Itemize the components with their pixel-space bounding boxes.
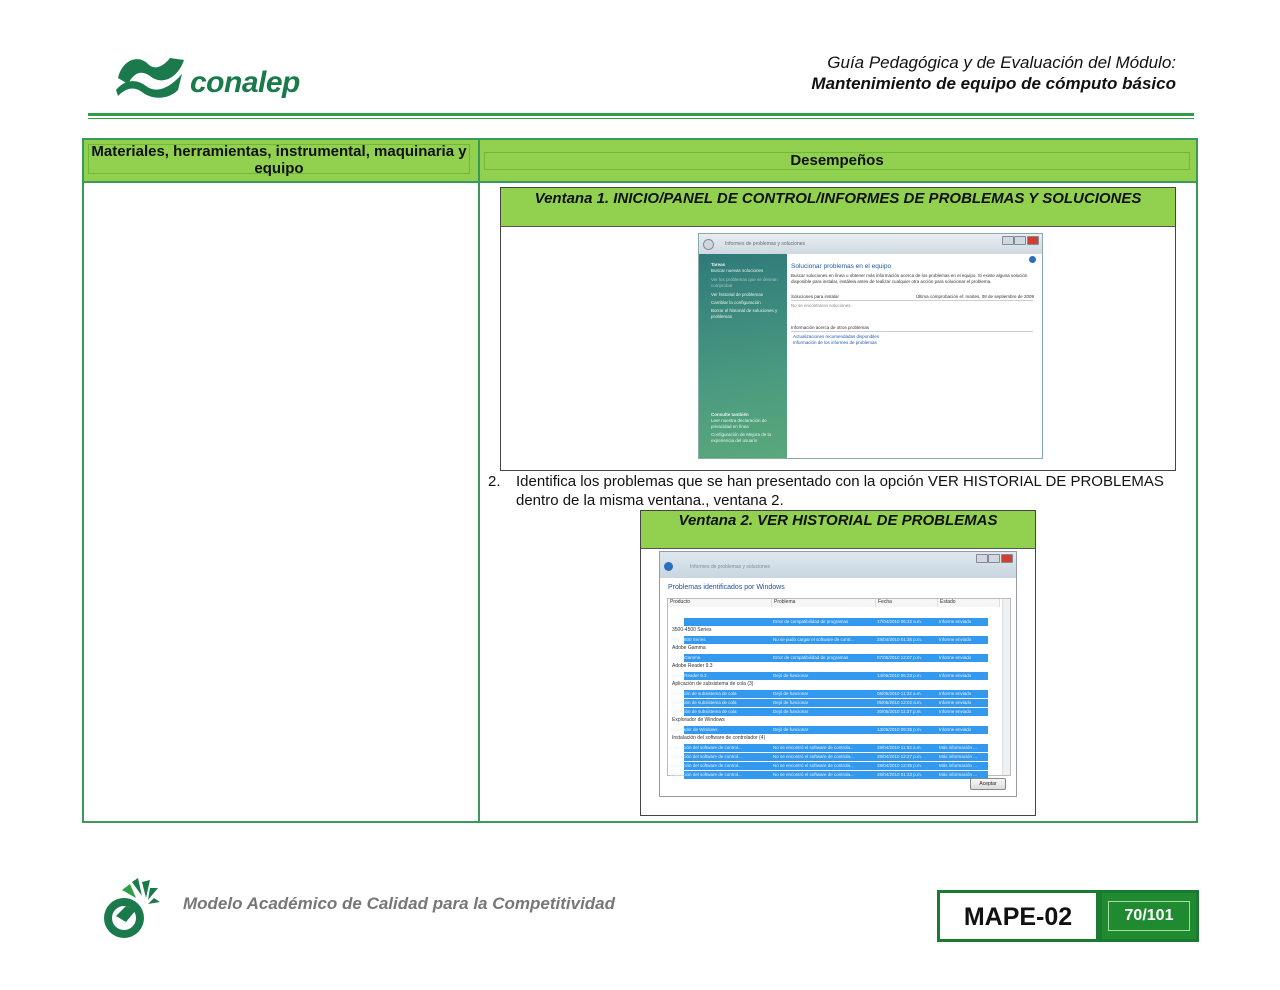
column-header-desempenos: Desempeños — [790, 152, 884, 169]
table-cell: Informe enviado — [939, 637, 972, 642]
window1-caption-text: Ventana 1. INICIO/PANEL DE CONTROL/INFORMES DE PROBLEMAS Y SOLUCIONES — [534, 190, 1142, 207]
help-icon — [1029, 256, 1036, 263]
logo-wordmark: conalep — [190, 66, 300, 99]
table-row[interactable] — [670, 699, 988, 707]
table-cell: No se encontró el software de controla... — [773, 745, 854, 750]
header-module-title: Mantenimiento de equipo de cómputo básico — [811, 74, 1176, 93]
table-cell: Adobe Reader 9.3 — [670, 673, 707, 678]
table-row[interactable] — [670, 636, 988, 644]
accept-button[interactable]: Aceptar — [970, 778, 1006, 790]
table-row[interactable] — [670, 672, 988, 680]
table-cell: Más información ... — [939, 772, 978, 777]
table-cell: 05/05/2010 12:02 a.m. — [877, 700, 923, 705]
table-cell: No se pudo cargar el software de contr... — [773, 637, 855, 642]
table-cell: 14/05/2010 05:23 p.m. — [877, 673, 923, 678]
solutions-label: Soluciones para instalar — [791, 294, 840, 299]
table-cell: Instalación del software de control... — [670, 754, 742, 759]
reports-info-link[interactable]: Información de los informes de problemas — [793, 340, 877, 345]
table-cell: 28/04/2010 12:27 p.m. — [877, 754, 923, 759]
table-cell: 28/04/2010 12:35 p.m. — [877, 763, 923, 768]
sidebar-link: Borrar el historial de soluciones y problemas — [711, 308, 778, 319]
no-solutions-text: No se encontraron soluciones. — [791, 303, 852, 308]
screenshot-window-title: Informes de problemas y soluciones — [690, 564, 771, 570]
sidebar-link: Buscar nuevas soluciones — [711, 268, 764, 273]
table-cell: Dejó de funcionar — [773, 709, 809, 714]
close-icon — [1001, 554, 1013, 563]
table-cell: Más información ... — [939, 754, 978, 759]
other-info-label: Información acerca de otros problemas — [791, 325, 870, 330]
table-cell: Instalación del software de control... — [670, 772, 742, 777]
close-icon — [1027, 236, 1039, 245]
table-cell: Informe enviado — [939, 673, 972, 678]
instruction-number: 2. — [488, 473, 501, 490]
column-header[interactable]: Fecha — [876, 599, 938, 607]
sidebar-heading: Tareas — [711, 262, 726, 267]
footer-model-text: Modelo Académico de Calidad para la Competitividad — [183, 894, 616, 913]
table-cell: Error de compatibilidad de programas — [773, 619, 849, 624]
table-cell: Aplicación de subsistema de cola — [670, 691, 737, 696]
minimize-icon — [976, 554, 988, 563]
table-cell: Adobe Gamma — [670, 655, 701, 660]
column-header[interactable]: Estado — [938, 599, 1000, 607]
page-number-box — [1099, 890, 1199, 942]
table-header-rule — [84, 181, 1196, 183]
screenshot-intro: Buscar soluciones en línea u obtener más información acerca de los problemas en el equipo. Si existe alguna solución disponible para instalar, instálela antes de realizar cualquier otra acción para solucionar el problema. — [791, 273, 1028, 284]
screenshot-window-title: Informes de problemas y soluciones — [725, 241, 806, 247]
group-row[interactable]: Instalación del software de controlador (4) — [672, 735, 766, 741]
screenshot-titlebar — [699, 234, 1042, 254]
window2-caption-text: Ventana 2. VER HISTORIAL DE PROBLEMAS — [678, 512, 998, 529]
sidebar-link: Ver los problemas que se desean comprobar — [711, 277, 778, 288]
table-cell: Informe enviado — [939, 691, 972, 696]
table-cell: Aplicación de subsistema de cola — [670, 709, 737, 714]
table-cell: Más información ... — [939, 763, 978, 768]
table-cell: Informe enviado — [939, 655, 972, 660]
table-cell: Instalación del software de control... — [670, 745, 742, 750]
window2-caption — [641, 511, 1035, 549]
sidebar-link: Ver historial de problemas — [711, 292, 764, 297]
table-row[interactable] — [670, 708, 988, 716]
table-cell: 28/04/2010 01:35 p.m. — [877, 637, 923, 642]
table-cell: Informe enviado — [939, 709, 972, 714]
table-cell: 20/05/2010 11:37 p.m. — [877, 709, 922, 714]
sidebar-footer-link: Configuración de Mejora de la experiencia del usuario — [711, 432, 772, 443]
back-arrow-icon — [664, 562, 673, 571]
table-cell: Explorador de Windows — [670, 727, 718, 732]
maximize-icon — [988, 554, 1000, 563]
table-cell: Dejó de funcionar — [773, 673, 809, 678]
table-cell: Informe enviado — [939, 700, 972, 705]
page-number: 70/101 — [1124, 907, 1174, 924]
window2-screenshot — [659, 551, 1017, 797]
instruction-item — [488, 472, 1188, 510]
table-cell: Dejó de funcionar — [773, 727, 809, 732]
maximize-icon — [1014, 236, 1026, 245]
screenshot-heading: Solucionar problemas en el equipo — [791, 263, 892, 270]
sidebar-link: Cambiar la configuración — [711, 300, 761, 305]
header-rule-thin — [88, 118, 1194, 119]
header-rule — [88, 113, 1194, 116]
table-cell: 28/04/2010 11:52 a.m. — [877, 745, 922, 750]
table-cell: Dejó de funcionar — [773, 691, 809, 696]
window1-screenshot — [698, 233, 1043, 459]
table-row[interactable] — [684, 618, 988, 626]
table-cell: 13/05/2010 09:36 p.m. — [877, 727, 923, 732]
table-row[interactable] — [670, 771, 988, 779]
conalep-logo — [112, 48, 322, 108]
column-header-materials: Materiales, herramientas, instrumental, maquinaria y equipo — [91, 143, 467, 177]
table-cell: Error de compatibilidad de programas — [773, 655, 849, 660]
screenshot-heading: Problemas identificados por Windows — [668, 584, 785, 591]
table-cell: Informe enviado — [939, 619, 972, 624]
last-check: Última comprobación el: martes, 08 de septiembre de 2009 — [915, 294, 1034, 299]
table-cell: 17/04/2010 06:32 a.m. — [877, 619, 923, 624]
table-cell: Dejó de funcionar — [773, 700, 809, 705]
table-row[interactable] — [670, 753, 988, 761]
table-cell: No se encontró el software de controla... — [773, 772, 854, 777]
screenshot-sidebar — [699, 254, 787, 459]
header-guide-title: Guía Pedagógica y de Evaluación del Módulo: — [827, 53, 1176, 72]
updates-link[interactable]: Actualizaciones recomendadas disponibles — [793, 334, 880, 339]
document-header — [811, 52, 1176, 94]
table-cell: Informe enviado — [939, 727, 972, 732]
window1-caption — [501, 188, 1175, 227]
table-row[interactable] — [670, 654, 988, 662]
conalep-emblem-icon — [112, 50, 188, 102]
table-cell: No se encontró el software de controla... — [773, 763, 854, 768]
table-cell: 06/05/2010 11:22 a.m. — [877, 691, 922, 696]
problems-list[interactable] — [667, 598, 1011, 776]
table-cell: 3500-4500 Series — [670, 637, 706, 642]
group-row[interactable]: Aplicación de subsistema de cola (3) — [672, 681, 754, 687]
document-code: MAPE-02 — [963, 903, 1073, 931]
minimize-icon — [1002, 236, 1014, 245]
table-column-divider — [478, 138, 480, 823]
back-arrow-icon — [703, 239, 714, 250]
column-header[interactable]: Problema — [772, 599, 876, 607]
table-row[interactable] — [670, 690, 988, 698]
table-cell: No se encontró el software de controla... — [773, 754, 854, 759]
document-code-box — [937, 890, 1099, 942]
instruction-text: Identifica los problemas que se han presentado con la opción VER HISTORIAL DE PROBLEMAS dentro de la misma ventana., ventana 2. — [516, 473, 1164, 509]
group-row[interactable]: 3500-4500 Series — [672, 627, 712, 633]
sidebar-footer-heading: Consulte también — [711, 412, 749, 417]
table-row[interactable] — [670, 744, 988, 752]
table-cell: 28/04/2010 01:23 p.m. — [877, 772, 923, 777]
list-scrollbar[interactable] — [1002, 599, 1010, 775]
table-row[interactable] — [670, 762, 988, 770]
table-cell: 07/05/2010 12:07 p.m. — [877, 655, 923, 660]
table-cell: Aplicación de subsistema de cola — [670, 700, 737, 705]
table-cell: Instalación del software de control... — [670, 763, 742, 768]
group-row[interactable]: Explorador de Windows — [672, 717, 725, 723]
column-header[interactable]: Producto — [668, 599, 772, 607]
model-seal-icon — [96, 876, 162, 942]
table-cell: Más información ... — [939, 745, 978, 750]
group-row[interactable]: Adobe Gamma — [672, 645, 706, 651]
table-row[interactable] — [670, 726, 988, 734]
group-row[interactable]: Adobe Reader 9.3 — [672, 663, 713, 669]
screenshot-content — [791, 256, 1038, 454]
screenshot-titlebar — [660, 552, 1016, 578]
sidebar-footer-link: Leer nuestra declaración de privacidad en línea — [711, 418, 767, 429]
